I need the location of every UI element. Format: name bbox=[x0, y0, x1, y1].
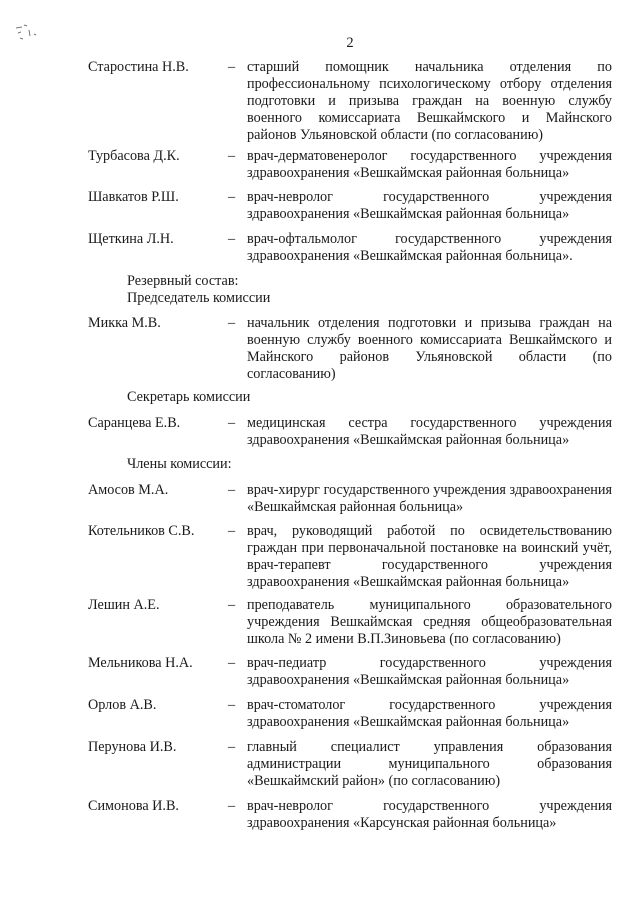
member-name: Турбасова Д.К. bbox=[88, 148, 180, 164]
member-entry bbox=[88, 59, 614, 144]
member-name: Старостина Н.В. bbox=[88, 59, 189, 75]
member-role: старший помощник начальника отделения по профессиональному психологическому отбору отделения подготовки и призыва граждан на военную службу военного комиссариата Вешкаймского и Майнского районов Ульяновской области (по согласованию) bbox=[247, 59, 612, 143]
dash: – bbox=[228, 231, 236, 247]
dash: – bbox=[228, 189, 236, 205]
member-role: преподаватель муниципального образовательного учреждения Вешкаймская средняя общеобразовательная школа № 2 имени В.П.Зиновьева (по согласованию) bbox=[247, 597, 612, 647]
member-role: врач, руководящий работой по освидетельствованию граждан при первоначальной постановке на воинский учёт, врач-терапевт государственного учреждения здравоохранения «Вешкаймская районная больница» bbox=[247, 523, 612, 590]
member-entry bbox=[88, 523, 614, 591]
member-role: врач-невролог государственного учреждения здравоохранения «Вешкаймская районная больница» bbox=[247, 189, 612, 222]
member-entry bbox=[88, 189, 614, 223]
member-name: Щеткина Л.Н. bbox=[88, 231, 174, 247]
member-entry bbox=[88, 739, 614, 790]
member-name: Лешин А.Е. bbox=[88, 597, 160, 613]
member-name: Котельников С.В. bbox=[88, 523, 195, 539]
member-name: Симонова И.В. bbox=[88, 798, 179, 814]
member-name: Перунова И.В. bbox=[88, 739, 177, 755]
member-role: врач-невролог государственного учреждения здравоохранения «Карсунская районная больница» bbox=[247, 798, 612, 831]
dash: – bbox=[228, 482, 236, 498]
member-role: врач-хирург государственного учреждения здравоохранения «Вешкаймская районная больница» bbox=[247, 482, 612, 515]
member-name: Амосов М.А. bbox=[88, 482, 169, 498]
member-name: Саранцева Е.В. bbox=[88, 415, 181, 431]
member-entry bbox=[88, 148, 614, 182]
reserve-heading: Резервный состав: bbox=[127, 273, 239, 289]
dash: – bbox=[228, 415, 236, 431]
dash: – bbox=[228, 739, 236, 755]
chairman-entry bbox=[88, 315, 614, 383]
page-number: 2 bbox=[346, 35, 354, 51]
member-role: врач-дерматовенеролог государственного учреждения здравоохранения «Вешкаймская районная больница» bbox=[247, 148, 612, 181]
member-name: Шавкатов Р.Ш. bbox=[88, 189, 179, 205]
dash: – bbox=[228, 597, 236, 613]
dash: – bbox=[228, 148, 236, 164]
member-role: врач-офтальмолог государственного учреждения здравоохранения «Вешкаймская районная больница». bbox=[247, 231, 612, 264]
member-role: врач-педиатр государственного учреждения здравоохранения «Вешкаймская районная больница» bbox=[247, 655, 612, 688]
member-role: главный специалист управления образования администрации муниципального образования «Вешкаймский район» (по согласованию) bbox=[247, 739, 612, 789]
member-name: Микка М.В. bbox=[88, 315, 161, 331]
member-entry bbox=[88, 655, 614, 689]
member-entry bbox=[88, 697, 614, 731]
member-entry bbox=[88, 798, 614, 832]
member-name: Орлов А.В. bbox=[88, 697, 157, 713]
member-role: начальник отделения подготовки и призыва граждан на военную службу военного комиссариата Вешкаймского и Майнского районов Ульяновской области (по согласованию) bbox=[247, 315, 612, 382]
dash: – bbox=[228, 59, 236, 75]
member-entry bbox=[88, 482, 614, 516]
members-heading: Члены комиссии: bbox=[127, 456, 232, 472]
member-entry bbox=[88, 597, 614, 648]
chairman-heading: Председатель комиссии bbox=[127, 290, 271, 306]
member-name: Мельникова Н.А. bbox=[88, 655, 193, 671]
dash: – bbox=[228, 798, 236, 814]
dash: – bbox=[228, 655, 236, 671]
secretary-heading: Секретарь комиссии bbox=[127, 389, 251, 405]
member-entry bbox=[88, 231, 614, 265]
secretary-entry bbox=[88, 415, 614, 449]
dash: – bbox=[228, 523, 236, 539]
dash: – bbox=[228, 697, 236, 713]
member-role: врач-стоматолог государственного учреждения здравоохранения «Вешкаймская районная больница» bbox=[247, 697, 612, 730]
member-role: медицинская сестра государственного учреждения здравоохранения «Вешкаймская районная больница» bbox=[247, 415, 612, 448]
dash: – bbox=[228, 315, 236, 331]
